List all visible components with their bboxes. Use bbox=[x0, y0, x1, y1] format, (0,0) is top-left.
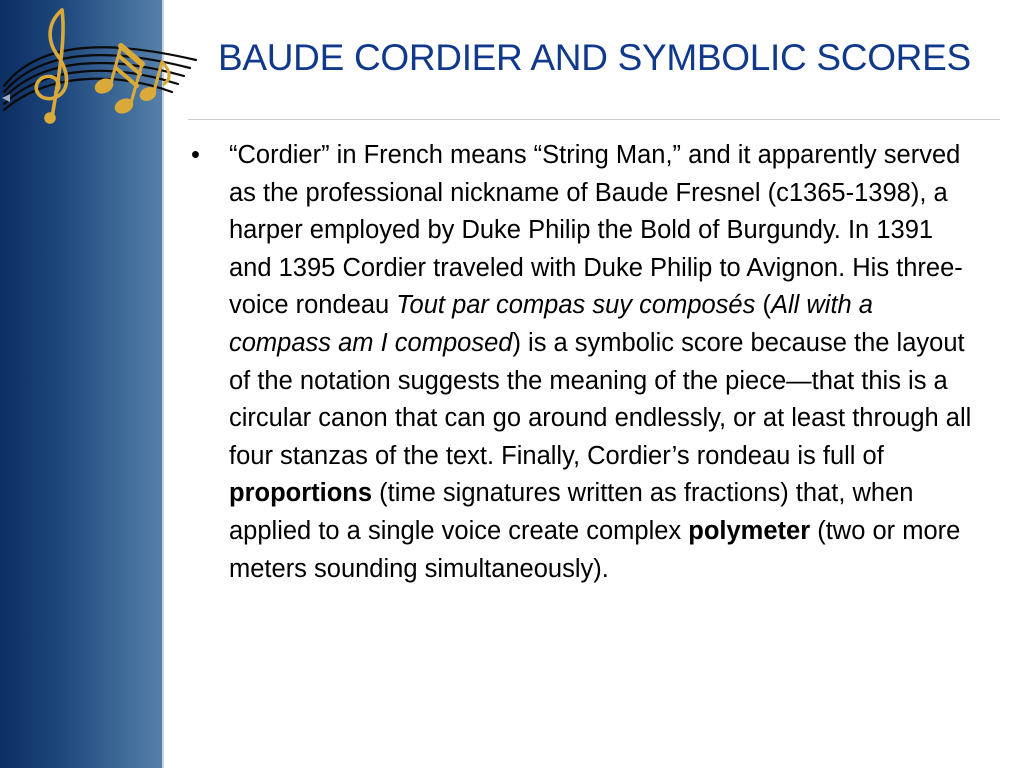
bullet-item bbox=[191, 137, 981, 588]
slide-body bbox=[191, 137, 981, 588]
bullet-marker: • bbox=[191, 141, 200, 169]
text-segment: ) is a symbolic score because the layout of the notation suggests the meaning of the piece—that this is a circular canon that can go around endlessly, or at least through all four stanzas of the text. Finally, Cordier’s rondeau is full of bbox=[229, 328, 972, 470]
text-segment: (time signatures written as fractions) that, when applied to a single voice create complex bbox=[229, 479, 914, 545]
title-divider bbox=[188, 119, 1000, 120]
italic-title-segment: Tout par compas suy composés bbox=[396, 291, 756, 320]
music-notes-icon bbox=[0, 0, 200, 130]
text-segment: ( bbox=[755, 291, 771, 320]
slide-title: BAUDE CORDIER AND SYMBOLIC SCORES bbox=[218, 37, 971, 78]
bold-term-proportions: proportions bbox=[229, 479, 373, 508]
bold-term-polymeter: polymeter bbox=[688, 516, 811, 545]
text-segment: “Cordier” in French means “String Man,” and it apparently served as the professional nickname of Baude Fresnel (c1365-1398), a harper employed by Duke Philip the Bold of Burgundy. In 1391 and 1395 Cordier traveled with Duke Philip to Avignon. His three-voice rondeau bbox=[229, 141, 963, 320]
italic-translation-segment: All with a compass am I composed bbox=[229, 291, 873, 357]
text-segment: (two or more meters sounding simultaneously). bbox=[229, 516, 961, 583]
bullet-text bbox=[229, 141, 971, 583]
